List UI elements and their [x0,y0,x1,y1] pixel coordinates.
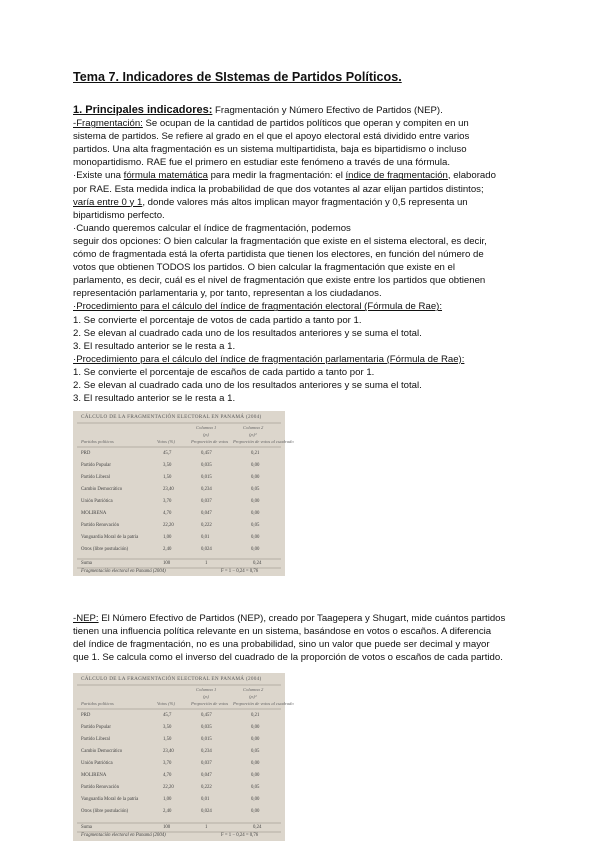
table-cell: 0,01 [201,535,210,540]
table-cell: 0,00 [251,773,260,778]
nep-line-3: del índice de fragmentación, no es una probabilidad, sino un valor que puede ser decimal y mayor [73,639,490,651]
table-cell: 3,70 [163,499,172,504]
table-cell: MOLIRENA [81,511,107,516]
calculo-line-5: parlamento, es decir, cuál es el nivel de fragmentación que existe entre los partidos que obtienen [73,275,486,287]
table-row [73,475,285,484]
proc-electoral-step: 3. El resultado anterior se le resta a 1. [73,340,236,352]
footer-row: Fragmentación electoral en Panamá (2004) F = 1 − 0,24 = 0,76 [81,569,259,574]
table-cell: 0,015 [201,475,212,480]
table-cell: 23,40 [163,487,174,492]
table-cell: 0,037 [201,761,212,766]
table-row [73,523,285,532]
table-cell: Partido Popular [81,725,111,730]
table-row [73,773,285,782]
table-cell: 3,50 [163,725,172,730]
table-row [73,713,285,722]
table-row [73,737,285,746]
nep-line-2: tienen una influencia política relevante en un sistema, basándose en votos o escaños. A diferencia [73,626,492,638]
fragmentacion-line-4: monopartidismo. RAE fue el primero en estudiar este fenómeno a través de una fórmula. [73,157,451,169]
proc-parlamentaria-heading: ·Procedimiento para el cálculo del índice de fragmentación parlamentaria (Fórmula de Rae): [73,353,465,365]
table-cell: Unión Patriótica [81,499,113,504]
table-cell: 1,00 [163,797,172,802]
sum-row: Suma 100 1 0,24 [81,825,262,830]
sum-row: Suma 100 1 0,24 [81,561,262,566]
table-row [73,535,285,544]
table-row [73,499,285,508]
table-cell: 1,50 [163,737,172,742]
nep-line-1: -NEP: El Número Efectivo de Partidos (NEP), creado por Taagepera y Shugart, mide cuántos partidos [73,613,506,624]
table-cell: 0,015 [201,737,212,742]
formula-line-1: ·Existe una fórmula matemática para medir la fragmentación: el índice de fragmentación, elaborado [73,170,496,182]
table-cell: 0,00 [251,547,260,552]
proc-parlamentaria-step: 3. El resultado anterior se le resta a 1. [73,393,236,405]
table-cell: Partido Popular [81,463,111,468]
proc-electoral-step: 1. Se convierte el porcentaje de votos de cada partido a tanto por 1. [73,314,362,326]
table-row [73,809,285,818]
table-cell: 0,024 [201,809,212,814]
table-cell: Vanguardia Moral de la patria [81,535,139,540]
calculo-line-4: votos que obtienen TODOS los partidos. O bien calcular la fragmentación que existe en el [73,262,456,274]
fragmentacion-line-3: partidos. Una alta fragmentación es un sistema multipartidista, baja es bipartidismo o incluso [73,144,467,156]
page-title: Tema 7. Indicadores de SIstemas de Partidos Políticos. [73,70,402,84]
nep-section [73,612,543,664]
table-cell: 0,00 [251,809,260,814]
table-cell: 0,00 [251,725,260,730]
table-caption: CÁLCULO DE LA FRAGMENTACIÓN ELECTORAL EN PANAMÁ (2004) [81,414,262,420]
table-cell: 0,00 [251,475,260,480]
principales-heading: 1. Principales indicadores: [73,104,213,116]
nep-label: -NEP: [73,613,99,624]
scanned-table-nep: CÁLCULO DE LA FRAGMENTACIÓN ELECTORAL EN PANAMÁ (2004) Columna 1 Columna 2 (pᵢ) (pᵢ)² Partidos políticos Votos (%) Proporción de votos Proporción de votos al cuadrado PRD 45,7 0,457 0,21 Partido Popular 3,50 0,035 0,00 Partido Liberal 1,50 0,015 0,00 Cambio Democrático 23,40 0,234 0,05 Unión Patriótica 3,70 0,037 0,00 MOLIRENA 4,70 0,047 0,00 Partido Renovación 22,20 0,222 0,05 Vanguardia Moral de la patria 1,00 0,01 0,00 Otros (libre postulación) 2,40 0,024 0,00 Suma 100 1 0,24 Fragmentación electoral en Panamá (2004) F = 1 − 0,24 = 0,76 [73,673,285,841]
fragmentacion-line-1: -Fragmentación: Se ocupan de la cantidad de partidos políticos que operan y compiten en un [73,118,469,130]
table-cell: 0,024 [201,547,212,552]
table-cell: 2,40 [163,547,172,552]
table-row [73,785,285,794]
proc-parlamentaria-step: 1. Se convierte el porcentaje de escaños de cada partido a tanto por 1. [73,366,375,378]
table-cell: 22,20 [163,523,174,528]
table-cell: 1,50 [163,475,172,480]
table-cell: 0,00 [251,797,260,802]
table-cell: 0,05 [251,785,260,790]
calculo-line-2: seguir dos opciones: O bien calcular la fragmentación que existe en el sistema electoral, es decir, [73,235,487,247]
table-cell: 0,035 [201,463,212,468]
table-cell: PRD [81,713,91,718]
body-text [73,104,543,405]
table-row [73,547,285,556]
table-row [73,797,285,806]
proc-electoral-step: 2. Se elevan al cuadrado cada uno de los resultados anteriores y se suma el total. [73,327,422,339]
table-cell: Partido Liberal [81,475,110,480]
table-cell: 0,047 [201,773,212,778]
table-cell: 23,40 [163,749,174,754]
table-cell: 0,234 [201,487,212,492]
table-cell: 0,222 [201,785,212,790]
table-cell: 45,7 [163,713,172,718]
table-row [73,463,285,472]
table-cell: 3,50 [163,463,172,468]
table-cell: 0,047 [201,511,212,516]
table-cell: Vanguardia Moral de la patria [81,797,139,802]
table-cell: 0,00 [251,511,260,516]
formula-line-4: bipartidismo perfecto. [73,209,165,221]
table-cell: 0,21 [251,713,260,718]
table-cell: 0,00 [251,761,260,766]
table-cell: 1,00 [163,535,172,540]
table-cell: 0,05 [251,749,260,754]
nep-line-4: que 1. Se calcula como el inverso del cuadrado de la proporción de votos o escaños de cada partido. [73,652,503,664]
table-cell: 0,05 [251,487,260,492]
principales-line: 1. Principales indicadores: Fragmentación y Número Efectivo de Partidos (NEP). [73,104,443,116]
table-cell: Partido Renovación [81,785,119,790]
table-cell: Otros (libre postulación) [81,547,129,552]
table-cell: 4,70 [163,773,172,778]
table-cell: Otros (libre postulación) [81,809,129,814]
table-cell: 0,00 [251,499,260,504]
table-caption: CÁLCULO DE LA FRAGMENTACIÓN ELECTORAL EN PANAMÁ (2004) [81,676,262,682]
table-cell: 3,70 [163,761,172,766]
table-cell: 0,00 [251,463,260,468]
table-cell: Cambio Democrático [81,749,123,754]
formula-line-2: por RAE. Esta medida indica la probabilidad de que dos votantes al azar elijan partidos distintos; [73,183,484,195]
table-cell: 0,21 [251,451,260,456]
table-cell: 0,234 [201,749,212,754]
calculo-line-6: representación parlamentaria y, por tanto, representan a los ciudadanos. [73,288,382,300]
table-row [73,725,285,734]
table-row [73,749,285,758]
table-cell: 2,40 [163,809,172,814]
formula-line-3: varía entre 0 y 1, donde valores más altos implican mayor fragmentación y 0,5 representa un [73,196,468,208]
table-cell: 4,70 [163,511,172,516]
proc-parlamentaria-step: 2. Se elevan al cuadrado cada uno de los resultados anteriores y se suma el total. [73,379,422,391]
proc-electoral-heading: ·Procedimiento para el cálculo del índice de fragmentación electoral (Fórmula de Rae): [73,301,443,313]
footer-row: Fragmentación electoral en Panamá (2004) F = 1 − 0,24 = 0,76 [81,833,259,838]
table-cell: Partido Renovación [81,523,119,528]
fragmentacion-label: -Fragmentación: [73,118,143,130]
calculo-line-3: cómo de fragmentada está la oferta partidista que tienen los electores, en función del número de [73,249,484,261]
table-cell: PRD [81,451,91,456]
table-cell: 0,457 [201,451,212,456]
table-cell: 0,00 [251,737,260,742]
fragmentacion-line-2: sistema de partidos. Se refiere al grado en el que el apoyo electoral está dividido entre varios [73,131,470,143]
table-row [73,451,285,460]
table-cell: 0,222 [201,523,212,528]
table-cell: 0,00 [251,535,260,540]
table-cell: 45,7 [163,451,172,456]
table-cell: Partido Liberal [81,737,110,742]
table-row [73,511,285,520]
scanned-table-electoral: CÁLCULO DE LA FRAGMENTACIÓN ELECTORAL EN PANAMÁ (2004) Columna 1 Columna 2 (pᵢ) (pᵢ)² Partidos políticos Votos (%) Proporción de votos Proporción de votos al cuadrado PRD 45,7 0,457 0,21 Partido Popular 3,50 0,035 0,00 Partido Liberal 1,50 0,015 0,00 Cambio Democrático 23,40 0,234 0,05 Unión Patriótica 3,70 0,037 0,00 MOLIRENA 4,70 0,047 0,00 Partido Renovación 22,20 0,222 0,05 Vanguardia Moral de la patria 1,00 0,01 0,00 Otros (libre postulación) 2,40 0,024 0,00 Suma 100 1 0,24 Fragmentación electoral en Panamá (2004) F = 1 − 0,24 = 0,76 [73,411,285,576]
table-cell: 0,037 [201,499,212,504]
table-row [73,487,285,496]
table-cell: Unión Patriótica [81,761,113,766]
table-cell: 0,035 [201,725,212,730]
table-cell: 0,05 [251,523,260,528]
calculo-line-1: ·Cuando queremos calcular el índice de fragmentación, podemos [73,222,351,234]
table-row [73,761,285,770]
table-cell: MOLIRENA [81,773,107,778]
table-cell: 0,01 [201,797,210,802]
table-cell: 22,20 [163,785,174,790]
table-cell: 0,457 [201,713,212,718]
table-cell: Cambio Democrático [81,487,123,492]
